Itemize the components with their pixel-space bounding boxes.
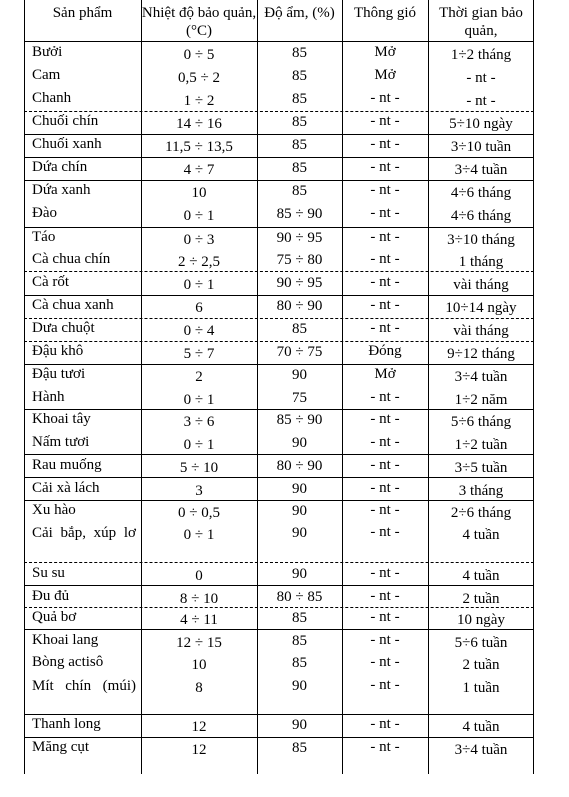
humidity-value: 85: [292, 740, 307, 756]
row-divider: [24, 454, 534, 455]
storage-time-value: 4÷6 tháng: [450, 208, 512, 224]
temperature-value: 0 ÷ 3: [183, 232, 215, 248]
product-name: Dứa chín: [32, 159, 88, 175]
product-name: Măng cụt: [32, 739, 90, 755]
product-name: Dưa chuột: [32, 320, 95, 336]
storage-time-value: 5÷6 tuần: [454, 635, 508, 651]
ventilation-value: Mở: [374, 366, 396, 382]
row-divider: [24, 157, 534, 158]
ventilation-value: Mở: [374, 67, 396, 83]
ventilation-value: - nt -: [370, 205, 400, 221]
storage-time-value: 1÷2 năm: [454, 392, 508, 408]
storage-time-value: 3÷10 tháng: [447, 232, 515, 248]
humidity-value: 85: [292, 633, 307, 649]
ventilation-value: - nt -: [370, 434, 400, 450]
humidity-value: 85: [292, 655, 307, 671]
temperature-value: 0 ÷ 1: [183, 277, 215, 293]
temperature-value: 12 ÷ 15: [176, 635, 222, 651]
ventilation-value: - nt -: [370, 588, 400, 604]
product-name: Mít chín (múi): [32, 678, 136, 694]
temperature-value: 5 ÷ 10: [179, 460, 219, 476]
product-name: Khoai lang: [32, 632, 99, 648]
product-name: Đậu khô: [32, 343, 84, 359]
header-ventilation: Thông gió: [353, 5, 417, 21]
ventilation-value: - nt -: [370, 480, 400, 496]
humidity-value: 85: [292, 114, 307, 130]
row-divider: [24, 134, 534, 135]
ventilation-value: - nt -: [370, 609, 400, 625]
temperature-value: 8: [195, 680, 203, 696]
header-humidity: Độ ẩm, (%): [264, 5, 335, 21]
storage-time-value: 5÷6 tháng: [450, 414, 512, 430]
humidity-value: 90 ÷ 95: [276, 275, 323, 291]
humidity-value: 85: [292, 160, 307, 176]
row-divider: [24, 737, 534, 738]
row-divider: [24, 477, 534, 478]
row-divider: [24, 227, 534, 228]
humidity-value: 85: [292, 610, 307, 626]
humidity-value: 90 ÷ 95: [276, 230, 323, 246]
storage-time-value: 1 tháng: [458, 254, 504, 270]
ventilation-value: Đóng: [368, 343, 402, 359]
temperature-value: 5 ÷ 7: [183, 346, 215, 362]
product-name: Bòng actisô: [32, 654, 104, 670]
row-divider: [24, 714, 534, 715]
ventilation-value: Mở: [374, 44, 396, 60]
temperature-value: 0 ÷ 1: [183, 527, 215, 543]
humidity-value: 80 ÷ 90: [276, 458, 323, 474]
storage-time-value: - nt -: [466, 93, 496, 109]
header-product: Sản phẩm: [52, 5, 113, 21]
product-name: Cam: [32, 67, 61, 83]
ventilation-value: - nt -: [370, 677, 400, 693]
humidity-value: 85: [292, 321, 307, 337]
ventilation-value: - nt -: [370, 632, 400, 648]
humidity-value: 90: [292, 367, 307, 383]
ventilation-value: - nt -: [370, 182, 400, 198]
product-name: Chuối chín: [32, 113, 99, 129]
temperature-value: 12: [191, 742, 207, 758]
humidity-value: 85 ÷ 90: [276, 412, 323, 428]
ventilation-value: - nt -: [370, 457, 400, 473]
product-name: Chanh: [32, 90, 72, 106]
ventilation-value: - nt -: [370, 739, 400, 755]
storage-time-value: 1÷2 tuần: [454, 437, 508, 453]
row-divider: [24, 409, 534, 410]
storage-time-value: vài tháng: [453, 277, 509, 293]
storage-time-value: 3÷10 tuần: [450, 139, 512, 155]
humidity-value: 85: [292, 183, 307, 199]
ventilation-value: - nt -: [370, 136, 400, 152]
storage-time-value: 3÷5 tuần: [454, 460, 508, 476]
storage-time-value: 5÷10 ngày: [449, 116, 513, 132]
storage-time-value: - nt -: [466, 70, 496, 86]
temperature-value: 4 ÷ 11: [180, 612, 218, 628]
storage-time-value: 3÷4 tuần: [454, 742, 508, 758]
humidity-value: 90: [292, 525, 307, 541]
ventilation-value: - nt -: [370, 389, 400, 405]
temperature-value: 10: [191, 657, 207, 673]
temperature-value: 12: [191, 719, 207, 735]
row-divider: [24, 629, 534, 630]
temperature-value: 8 ÷ 10: [179, 591, 219, 607]
humidity-value: 90: [292, 503, 307, 519]
temperature-value: 0 ÷ 4: [183, 323, 215, 339]
storage-time-value: 10 ngày: [457, 612, 505, 628]
product-name: Đậu tươi: [32, 366, 86, 382]
product-name: Dứa xanh: [32, 182, 91, 198]
ventilation-value: - nt -: [370, 251, 400, 267]
column-border: [24, 0, 25, 774]
row-divider: [24, 562, 534, 563]
header-storage-time: Thời gian bảo quản,: [439, 5, 523, 39]
storage-time-value: 9÷12 tháng: [447, 346, 515, 362]
storage-time-value: 3÷4 tuần: [454, 162, 508, 178]
ventilation-value: - nt -: [370, 297, 400, 313]
product-name: Thanh long: [32, 716, 101, 732]
row-divider: [24, 180, 534, 181]
product-name: Đu đủ: [32, 588, 70, 604]
humidity-value: 85: [292, 91, 307, 107]
product-name: Cà chua xanh: [32, 297, 114, 313]
temperature-value: 6: [195, 300, 203, 316]
product-name: Rau muống: [32, 457, 102, 473]
humidity-value: 80 ÷ 85: [276, 589, 323, 605]
temperature-value: 2 ÷ 2,5: [178, 254, 220, 270]
temperature-value: 0 ÷ 1: [183, 392, 215, 408]
ventilation-value: - nt -: [370, 320, 400, 336]
temperature-value: 0 ÷ 1: [183, 208, 215, 224]
storage-time-value: 1÷2 tháng: [450, 47, 512, 63]
storage-time-value: 2÷6 tháng: [450, 505, 512, 521]
temperature-value: 0 ÷ 1: [183, 437, 215, 453]
product-name: Cà rốt: [32, 274, 70, 290]
temperature-value: 3: [195, 483, 203, 499]
temperature-value: 1 ÷ 2: [183, 93, 215, 109]
humidity-value: 85: [292, 68, 307, 84]
temperature-value: 10: [191, 185, 207, 201]
row-divider: [24, 111, 534, 112]
humidity-value: 80 ÷ 90: [276, 298, 323, 314]
storage-time-value: 4 tuần: [462, 527, 500, 543]
row-divider: [24, 500, 534, 501]
product-name: Hành: [32, 389, 65, 405]
ventilation-value: - nt -: [370, 113, 400, 129]
storage-time-value: 1 tuần: [462, 680, 500, 696]
product-name: Cà chua chín: [32, 251, 111, 267]
temperature-value: 14 ÷ 16: [176, 116, 222, 132]
temperature-value: 4 ÷ 7: [183, 162, 215, 178]
product-name: Khoai tây: [32, 411, 91, 427]
humidity-value: 85: [292, 137, 307, 153]
temperature-value: 0 ÷ 5: [183, 47, 215, 63]
ventilation-value: - nt -: [370, 229, 400, 245]
storage-time-value: 4 tuần: [462, 719, 500, 735]
storage-time-value: 2 tuần: [462, 591, 500, 607]
ventilation-value: - nt -: [370, 716, 400, 732]
row-divider: [24, 271, 534, 272]
ventilation-value: - nt -: [370, 411, 400, 427]
ventilation-value: - nt -: [370, 90, 400, 106]
temperature-value: 0 ÷ 0,5: [178, 505, 220, 521]
ventilation-value: - nt -: [370, 565, 400, 581]
humidity-value: 75 ÷ 80: [276, 252, 323, 268]
product-name: Cải xà lách: [32, 480, 100, 496]
row-divider: [24, 295, 534, 296]
temperature-value: 2: [195, 369, 203, 385]
ventilation-value: - nt -: [370, 654, 400, 670]
product-name: Quả bơ: [32, 609, 77, 625]
humidity-value: 85 ÷ 90: [276, 206, 323, 222]
row-divider: [24, 318, 534, 319]
storage-time-value: 2 tuần: [462, 657, 500, 673]
humidity-value: 85: [292, 45, 307, 61]
humidity-value: 90: [292, 566, 307, 582]
temperature-value: 0,5 ÷ 2: [178, 70, 220, 86]
temperature-value: 0: [195, 568, 203, 584]
storage-time-value: 10÷14 ngày: [445, 300, 517, 316]
humidity-value: 90: [292, 435, 307, 451]
storage-time-value: 3 tháng: [458, 483, 504, 499]
storage-time-value: 4÷6 tháng: [450, 185, 512, 201]
row-divider: [24, 607, 534, 608]
ventilation-value: - nt -: [370, 159, 400, 175]
row-divider: [24, 364, 534, 365]
storage-time-value: 4 tuần: [462, 568, 500, 584]
product-name: Đào: [32, 205, 57, 221]
product-name: Táo: [32, 229, 56, 245]
ventilation-value: - nt -: [370, 524, 400, 540]
header-divider: [24, 41, 534, 42]
product-name: Xu hào: [32, 502, 76, 518]
humidity-value: 75: [292, 390, 307, 406]
storage-time-value: vài tháng: [453, 323, 509, 339]
humidity-value: 90: [292, 678, 307, 694]
storage-time-value: 3÷4 tuần: [454, 369, 508, 385]
humidity-value: 70 ÷ 75: [276, 344, 323, 360]
product-name: Cải bắp, xúp lơ: [32, 525, 136, 541]
temperature-value: 3 ÷ 6: [183, 414, 215, 430]
product-name: Chuối xanh: [32, 136, 102, 152]
product-name: Nấm tươi: [32, 434, 90, 450]
header-temperature: Nhiệt độ bảo quản, (°C): [141, 5, 257, 39]
ventilation-value: - nt -: [370, 274, 400, 290]
row-divider: [24, 585, 534, 586]
row-divider: [24, 341, 534, 342]
humidity-value: 90: [292, 481, 307, 497]
product-name: Su su: [32, 565, 65, 581]
temperature-value: 11,5 ÷ 13,5: [165, 139, 233, 155]
ventilation-value: - nt -: [370, 502, 400, 518]
product-name: Bưởi: [32, 44, 63, 60]
humidity-value: 90: [292, 717, 307, 733]
